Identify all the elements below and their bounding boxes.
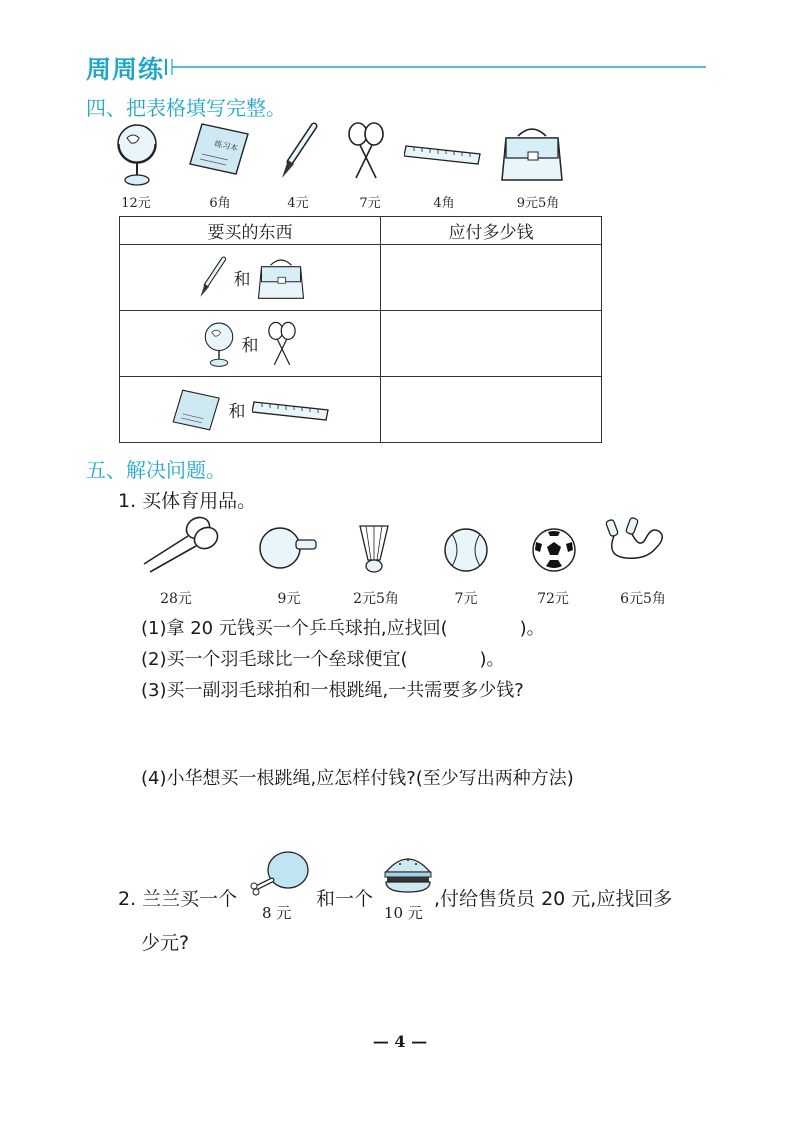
sub-question-2-end: )。: [479, 649, 505, 670]
sub-question-1: [141, 614, 545, 640]
table-row: [120, 377, 602, 443]
bag-icon: [257, 254, 305, 302]
page-number: — 4 —: [372, 1032, 428, 1051]
ping-pong-paddle-icon: [256, 522, 320, 572]
chicken-price: 8 元: [262, 904, 292, 922]
table-row: [120, 311, 602, 377]
sub-question-1-end: )。: [519, 618, 545, 639]
table-row: [120, 245, 602, 311]
notebook-icon: [188, 120, 252, 178]
table-cell-items: [120, 377, 381, 443]
sport-price-paddle: 9元: [277, 591, 301, 607]
connector-and: 和: [228, 402, 246, 422]
section-5-title: 五、解决问题。: [86, 458, 226, 482]
badminton-rackets-icon: [344, 120, 388, 182]
globe-icon: [115, 118, 159, 190]
burger-icon: [382, 850, 434, 896]
table-cell-items: [120, 311, 381, 377]
question-2-part-a: 2. 兰兰买一个: [118, 888, 238, 910]
question-1-title: 1. 买体育用品。: [118, 490, 257, 512]
badminton-rackets-icon: [265, 319, 299, 369]
pen-icon: [276, 122, 320, 182]
answer-cell-2[interactable]: [381, 311, 602, 377]
jump-rope-icon: [602, 516, 670, 568]
question-2-part-b: 和一个: [316, 888, 374, 910]
sub-question-4: (4)小华想买一根跳绳,应怎样付钱?(至少写出两种方法): [141, 768, 574, 789]
sub-question-2-text: (2)买一个羽毛球比一个垒球便宜(: [141, 649, 408, 670]
connector-and: 和: [241, 336, 259, 356]
answer-cell-1[interactable]: [381, 245, 602, 311]
badminton-rackets-icon: [140, 512, 220, 576]
answer-cell-3[interactable]: [381, 377, 602, 443]
sub-question-1-text: (1)拿 20 元钱买一个乒乓球拍,应找回(: [141, 618, 448, 639]
ruler-icon: [252, 396, 330, 424]
item-price-notebook: 6角: [209, 196, 231, 211]
item-price-pen: 4元: [287, 196, 309, 211]
sport-price-shuttlecock: 2元5角: [353, 591, 399, 607]
connector-and: 和: [233, 270, 251, 290]
ruler-icon: [404, 140, 482, 168]
burger-price: 10 元: [384, 904, 423, 922]
softball-icon: [442, 526, 490, 574]
purchase-table: [119, 216, 602, 443]
item-price-globe: 12元: [121, 196, 151, 211]
soccer-ball-icon: [530, 526, 578, 574]
table-header-cost: 应付多少钱: [381, 217, 602, 245]
item-price-bag: 9元5角: [516, 196, 560, 211]
notebook-icon: [171, 387, 223, 433]
table-cell-items: [120, 245, 381, 311]
page-header-title: 周周练: [86, 55, 165, 84]
pen-icon: [196, 256, 228, 300]
section-4-title: 四、把表格填写完整。: [86, 96, 286, 120]
question-2-part-c: ,付给售货员 20 元,应找回多: [434, 888, 673, 910]
item-price-rackets: 7元: [359, 196, 381, 211]
sub-question-3: (3)买一副羽毛球拍和一根跳绳,一共需要多少钱?: [141, 680, 524, 701]
table-header-items: 要买的东西: [120, 217, 381, 245]
chicken-leg-icon: [248, 848, 312, 900]
sport-price-jump-rope: 6元5角: [620, 591, 666, 607]
notebook-label-text: 练习本: [213, 139, 239, 153]
item-price-ruler: 4角: [433, 196, 455, 211]
shuttlecock-icon: [352, 520, 396, 576]
sport-price-rackets: 28元: [160, 591, 192, 607]
bag-icon: [500, 122, 564, 184]
globe-icon: [202, 318, 236, 370]
header-rule: [162, 57, 706, 77]
question-2-line-2: 少元?: [141, 932, 190, 954]
sub-question-2: [141, 645, 505, 671]
sport-price-soccer: 72元: [537, 591, 569, 607]
sport-price-softball: 7元: [454, 591, 478, 607]
